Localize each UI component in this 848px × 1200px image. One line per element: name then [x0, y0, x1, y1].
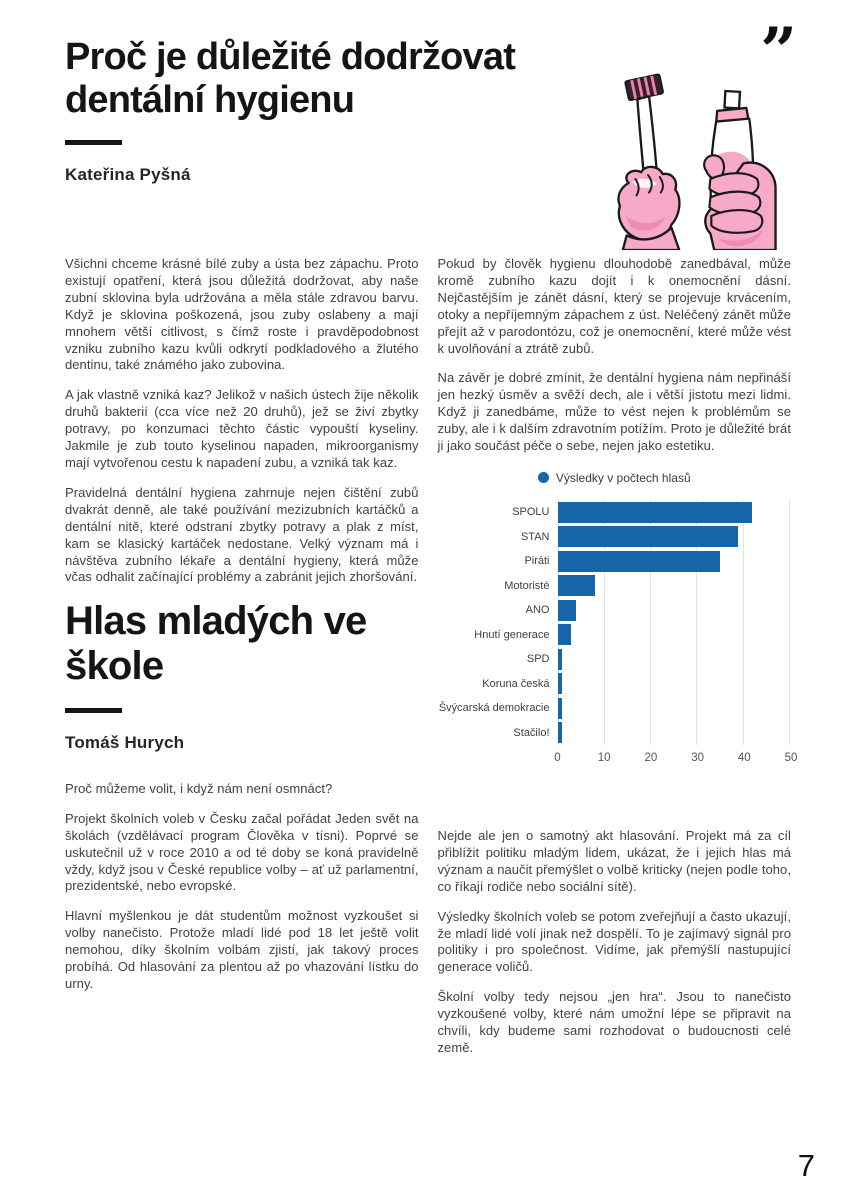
chart-legend-label: Výsledky v počtech hlasů — [555, 470, 691, 485]
quote-icon: ” — [760, 14, 797, 89]
page-content — [65, 0, 798, 1070]
chart-bar — [558, 575, 595, 596]
chart-rows — [438, 500, 792, 745]
article1-title-block — [65, 36, 579, 222]
article2-title: Hlas mladých ve škole — [65, 599, 367, 689]
chart-bar-track — [558, 575, 790, 596]
chart-bar-track — [558, 673, 790, 694]
chart-row — [438, 720, 792, 745]
x-tick-label: 30 — [691, 751, 704, 764]
article1-author: Kateřina Pyšná — [65, 165, 191, 185]
x-tick-label: 10 — [597, 751, 611, 764]
chart-row — [438, 500, 792, 525]
right-hand — [704, 155, 775, 250]
chart-category-label: SPOLU — [512, 506, 550, 519]
paragraph: Všichni chceme krásné bílé zuby a ústa bez zápachu. Proto existují opatření, která jsou důležitá dodržovat, aby naše zubní sklovina byla udržována a měla stále zdravou barvu. Když je sklovina poškozená, jsou zuby oslabeny a mají mnohem větší citlivost, s čímž roste i pravděpodobnost vzniku zubního kazu kvůli odkrytí podkladového a žlutého dentinu, také známého jako zubovina. — [65, 256, 419, 373]
legend-dot-icon — [538, 472, 549, 483]
chart-bar — [558, 624, 572, 645]
columns — [65, 256, 798, 1070]
x-tick-label: 20 — [644, 751, 658, 764]
chart-bar — [558, 673, 563, 694]
chart-bar-track — [558, 698, 790, 719]
chart-category-label: Švýcarská demokracie — [438, 702, 550, 715]
article2-col1 — [65, 781, 419, 993]
paragraph: Výsledky školních voleb se potom zveřejňují a často ukazují, že mladí lidé volí jinak než dospělí. To je zajímavý signál pro politiky i pro společnost. Vidíme, jak přemýšlí nastupující generace voličů. — [437, 908, 791, 975]
chart-bar-track — [558, 502, 790, 523]
left-column — [65, 256, 419, 1070]
x-tick-label: 0 — [554, 751, 561, 764]
paragraph: Nejde ale jen o samotný akt hlasování. Projekt má za cíl přiblížit politiku mladým lidem, ukázat, že i jejich hlas má význam a naučit přemýšlet o volbě kriticky (nejen podle toho, co říkají rodiče nebo sociální sítě). — [437, 827, 791, 894]
chart-legend — [438, 471, 792, 485]
chart-row — [438, 598, 792, 623]
chart-row — [438, 573, 792, 598]
article1-col2 — [438, 256, 792, 455]
chart-bar-track — [558, 526, 790, 547]
chart-x-axis — [554, 751, 798, 770]
chart-body — [438, 500, 792, 745]
chart-bar-track — [558, 600, 790, 621]
chart-bar — [558, 649, 563, 670]
right-column — [437, 256, 798, 1070]
paragraph: Pravidelná dentální hygiena zahrnuje nejen čištění zubů dvakrát denně, ale také používání mezizubních kartáčků a dentální nitě, které odstraní zbytky potravy a plak z míst, kam se klasický kartáček nedostane. Velký význam má i návštěva zubního lékaře a dentální hygieny, která může včas odhalit začínající problémy a zabránit jejich zhoršování. — [65, 484, 419, 585]
article2-author: Tomáš Hurych — [65, 732, 185, 752]
paragraph: Na závěr je dobré zmínit, že dentální hygiena nám nepřináší jen hezký úsměv a svěží dech, ale i větší jistotu mezi lidmi. Když ji zanedbáme, může to vést nejen k problémům se zuby, ale i k dalším zdravotním potížím. Proto je důležité brát ji jako součást péče o sebe, nejen jako estetiku. — [437, 370, 791, 454]
chart-row — [438, 524, 792, 549]
chart-category-label: Piráti — [524, 555, 550, 568]
left-hand — [618, 167, 679, 250]
chart-category-label: Motoristé — [504, 579, 550, 592]
chart-row — [438, 549, 792, 574]
paragraph: Školní volby tedy nejsou „jen hra“. Jsou to nanečisto vyzkoušené volby, které nám umožní lépe se připravit na chvíli, kdy budeme sami rozhodovat o budoucnosti celé země. — [437, 989, 791, 1055]
article1-col1 — [65, 256, 419, 586]
chart-bar-track — [558, 551, 790, 572]
x-tick-label: 50 — [784, 751, 798, 764]
chart-bar — [558, 698, 563, 719]
chart-bar — [558, 722, 563, 743]
paragraph: Proč můžeme volit, i když nám není osmnáct? — [65, 780, 333, 796]
title-rule — [65, 708, 122, 713]
article1-header — [65, 0, 797, 222]
chart-category-label: Koruna česká — [482, 677, 550, 690]
article1-title: Proč je důležité dodržovat dentální hygienu — [65, 36, 516, 121]
chart-row — [438, 647, 792, 672]
chart-row — [438, 622, 792, 647]
votes-bar-chart — [438, 470, 798, 770]
chart-row — [438, 696, 792, 721]
paragraph: Pokud by člověk hygienu dlouhodobě zanedbával, může kromě zubního kazu dojít i k onemocnění dásní. Nejčastějším je zánět dásní, který se projevuje krvácením, otoky a nepříjemným zápachem z úst. Neléčený zánět může přejít až v parodontózu, což je onemocnění, které může vést k uvolňování a ztrátě zubů. — [437, 256, 791, 356]
paragraph: Hlavní myšlenkou je dát studentům možnost vyzkoušet si volby nanečisto. Protože mladí lidé pod 18 let ještě volit nemohou, díky školním volbám zjistí, jak takový proces probíhá. Od hlasování za plentou až po vhazování lístku do urny. — [65, 908, 419, 991]
chart-bar-track — [558, 722, 790, 743]
chart-category-label: ANO — [525, 604, 550, 617]
chart-category-label: SPD — [526, 653, 550, 666]
title-rule — [65, 140, 122, 145]
article1-art-block — [579, 14, 797, 222]
chart-category-label: Hnutí generace — [474, 628, 550, 641]
chart-bar — [558, 526, 739, 547]
article2-col2 — [438, 828, 792, 1057]
toothbrush-toothpaste-illustration — [589, 70, 785, 250]
page-number: 7 — [797, 1148, 815, 1183]
x-tick-label: 40 — [737, 751, 751, 764]
article2-header — [65, 599, 419, 753]
chart-bar-track — [558, 624, 790, 645]
paragraph: A jak vlastně vzniká kaz? Jelikož v našich ústech žije několik druhů bakterií (cca více než 20 druhů), jež se živí zbytky potravy, po konzumaci těchto částic vypouští kyseliny. Jakmile je zub touto kyselinou napaden, mikroorganismy mají vytvořenou cestu k napadení zubu, a vzniká tak kaz. — [65, 387, 419, 470]
chart-category-label: STAN — [520, 530, 550, 543]
chart-bar — [558, 502, 752, 523]
chart-row — [438, 671, 792, 696]
paragraph: Projekt školních voleb v Česku začal pořádat Jeden svět na školách (vzdělávací program Člověka v tísni). Poprvé se uskutečnil už v roce 2010 a od té doby se koná pravidelně vždy, když jsou v České republice volby – ať už parlamentní, prezidentské, nebo evropské. — [65, 810, 419, 894]
chart-bar — [558, 551, 720, 572]
chart-bar-track — [558, 649, 790, 670]
chart-category-label: Stačilo! — [513, 726, 550, 739]
chart-bar — [558, 600, 577, 621]
